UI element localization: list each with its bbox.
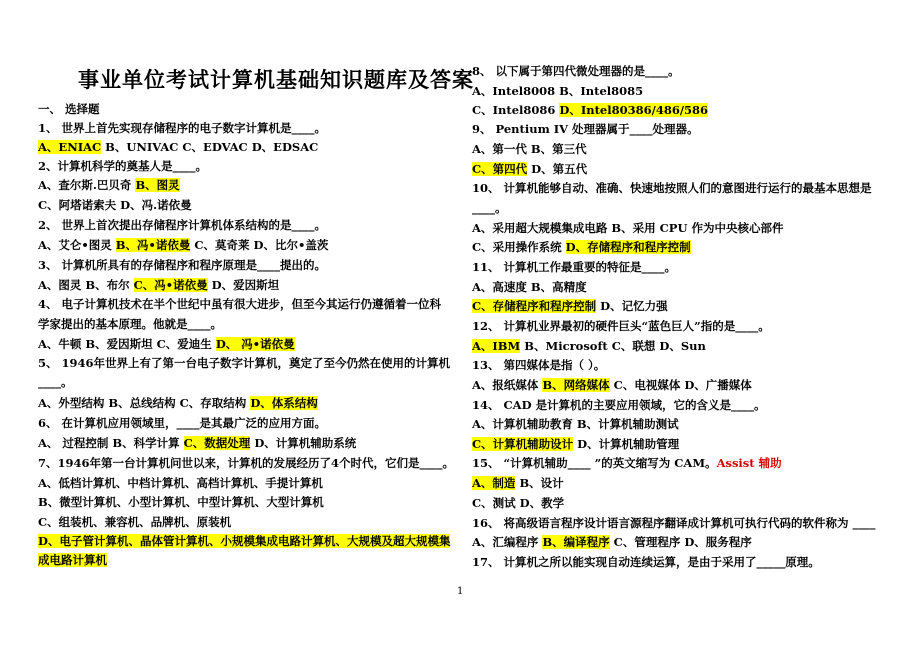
highlighted-answer: D、存储程序和程序控制 — [565, 240, 691, 254]
text-segment: A、高速度 B、高精度 — [472, 280, 587, 294]
highlighted-answer: B、网络媒体 — [542, 378, 610, 392]
text-line — [38, 278, 279, 293]
text-line — [472, 103, 708, 118]
highlighted-answer: C、数据处理 — [183, 436, 251, 450]
text-line — [38, 337, 295, 352]
text-line — [38, 159, 207, 174]
text-segment: A、报纸媒体 — [472, 378, 543, 392]
highlighted-answer: A、IBM — [472, 339, 521, 353]
text-segment: 学家提出的基本原理。他就是____。 — [38, 317, 222, 331]
text-line — [38, 476, 323, 491]
highlighted-answer: D、 冯•诺依曼 — [215, 337, 295, 351]
text-line — [38, 218, 326, 233]
text-line — [38, 495, 324, 510]
text-segment: C、管理程序 D、服务程序 — [609, 535, 752, 549]
text-line — [472, 280, 587, 295]
text-segment: 14、 CAD 是计算机的主要应用领域，它的含义是____。 — [472, 398, 766, 412]
text-line — [38, 396, 318, 411]
text-line — [38, 534, 450, 549]
text-segment: C、电视媒体 D、广播媒体 — [609, 378, 752, 392]
highlighted-answer: B、冯•诺依曼 — [115, 238, 191, 252]
text-line — [472, 456, 782, 471]
highlighted-answer: A、ENIAC — [38, 140, 102, 154]
text-line — [472, 84, 643, 99]
text-line — [472, 201, 507, 216]
text-line — [472, 319, 770, 334]
text-line — [472, 437, 679, 452]
text-line — [472, 535, 752, 550]
text-line — [38, 198, 192, 213]
text-segment: 15、 “计算机辅助____ ”的英文缩写为 CAM。 — [472, 456, 717, 470]
text-line — [38, 375, 73, 390]
text-line — [38, 416, 326, 431]
highlighted-answer: C、计算机辅助设计 — [472, 437, 574, 451]
text-segment: 8、 以下属于第四代微处理器的是____。 — [472, 64, 680, 78]
text-segment: A、 过程控制 B、科学计算 — [38, 436, 184, 450]
highlighted-answer: D、电子管计算机、晶体管计算机、小规模集成电路计算机、大规模及超大规模集 — [38, 534, 451, 548]
text-segment: 13、 第四媒体是指（ ）。 — [472, 358, 606, 372]
text-segment: D、计算机辅助管理 — [573, 437, 680, 451]
text-line — [38, 238, 328, 253]
text-segment: C、组装机、兼容机、品牌机、原装机 — [38, 515, 232, 529]
text-segment: 7、1946年第一台计算机问世以来，计算机的发展经历了4个时代，它们是____。 — [38, 456, 455, 470]
highlighted-answer: C、第四代 — [472, 162, 528, 176]
text-segment: 16、 将高级语言程序设计语言源程序翻译成计算机可执行代码的软件称为 ____ — [472, 516, 876, 530]
text-segment: A、艾仑•图灵 — [38, 238, 116, 252]
text-line — [472, 181, 872, 196]
text-line — [472, 64, 680, 79]
text-segment: 12、 计算机业界最初的硬件巨头“蓝色巨人”指的是____。 — [472, 319, 770, 333]
text-segment: C、采用操作系统 — [472, 240, 566, 254]
highlighted-answer: A、制造 — [472, 476, 516, 490]
text-segment: A、Intel8008 B、Intel8085 — [472, 84, 644, 98]
text-line — [472, 417, 679, 432]
text-line — [38, 456, 454, 471]
text-segment: A、第一代 B、第三代 — [472, 142, 587, 156]
text-segment: A、图灵 B、布尔 — [38, 278, 134, 292]
text-line — [472, 339, 706, 354]
text-segment: C、Intel8086 — [472, 103, 560, 117]
text-segment: A、查尔斯.巴贝奇 — [38, 178, 136, 192]
highlighted-answer: C、存储程序和程序控制 — [472, 299, 597, 313]
text-segment: D、第五代 — [527, 162, 588, 176]
text-segment: 6、 在计算机应用领域里，____是其最广泛的应用方面。 — [38, 416, 327, 430]
text-line — [472, 516, 876, 531]
highlighted-answer: B、编译程序 — [542, 535, 610, 549]
text-line — [38, 140, 318, 155]
highlighted-answer: B、图灵 — [135, 178, 180, 192]
text-segment: B、Microsoft C、联想 D、Sun — [520, 339, 706, 353]
text-segment: 3、 计算机所具有的存储程序和程序原理是____提出的。 — [38, 258, 327, 272]
text-segment: C、莫奇莱 D、比尔•盖茨 — [190, 238, 329, 252]
text-line — [472, 476, 564, 491]
text-line — [472, 240, 691, 255]
text-segment: A、低档计算机、中档计算机、高档计算机、手提计算机 — [38, 476, 323, 490]
text-segment: A、牛顿 B、爱因斯坦 C、爱迪生 — [38, 337, 216, 351]
text-segment: 5、 1946年世界上有了第一台电子数字计算机，奠定了至今仍然在使用的计算机 — [38, 356, 451, 370]
text-line — [38, 317, 222, 332]
text-line — [472, 299, 668, 314]
text-line — [38, 178, 180, 193]
text-line — [472, 221, 783, 236]
highlighted-answer: C、冯•诺依曼 — [133, 278, 208, 292]
text-segment: 一、 选择题 — [38, 102, 100, 116]
text-segment: C、测试 D、教学 — [472, 496, 565, 510]
text-segment: B、UNIVAC C、EDVAC D、EDSAC — [101, 140, 319, 154]
text-segment: 11、 计算机工作最重要的特征是____。 — [472, 260, 677, 274]
text-line — [38, 102, 100, 117]
text-line — [38, 515, 231, 530]
highlighted-answer: D、体系结构 — [250, 396, 318, 410]
text-segment: 4、 电子计算机技术在半个世纪中虽有很大进步，但至今其运行仍遵循着一位科 — [38, 297, 442, 311]
highlighted-answer: D、Intel80386/486/586 — [559, 103, 709, 117]
red-annotation: Assist 辅助 — [716, 456, 782, 470]
text-segment: 10、 计算机能够自动、准确、快速地按照人们的意图进行运行的最基本思想是 — [472, 181, 872, 195]
text-segment: ____。 — [472, 201, 507, 215]
text-line — [472, 398, 766, 413]
text-line — [472, 358, 605, 373]
page-title: 事业单位考试计算机基础知识题库及答案 — [78, 68, 474, 92]
text-segment: B、设计 — [515, 476, 564, 490]
text-segment: 1、 世界上首先实现存储程序的电子数字计算机是____。 — [38, 121, 327, 135]
text-line — [38, 258, 326, 273]
text-line — [472, 555, 820, 570]
text-segment: ____。 — [38, 375, 73, 389]
text-segment: 2、计算机科学的奠基人是____。 — [38, 159, 208, 173]
text-segment: A、采用超大规模集成电路 B、采用 CPU 作为中央核心部件 — [472, 221, 784, 235]
text-segment: A、外型结构 B、总线结构 C、存取结构 — [38, 396, 251, 410]
text-line — [38, 356, 450, 371]
text-segment: 2、 世界上首次提出存储程序计算机体系结构的是____。 — [38, 218, 327, 232]
text-line — [38, 121, 326, 136]
text-line — [38, 297, 441, 312]
text-line — [472, 260, 676, 275]
page-number: 1 — [457, 586, 464, 597]
text-segment: 17、 计算机之所以能实现自动连续运算，是由于采用了_____原理。 — [472, 555, 820, 569]
text-line — [472, 162, 587, 177]
text-segment: 9、 Pentium IV 处理器属于____处理器。 — [472, 122, 699, 136]
text-line — [38, 553, 107, 568]
text-segment: B、微型计算机、小型计算机、中型计算机、大型计算机 — [38, 495, 324, 509]
text-segment: A、汇编程序 — [472, 535, 543, 549]
text-line — [472, 378, 752, 393]
text-segment: C、阿塔诺索夫 D、冯.诺依曼 — [38, 198, 192, 212]
text-line — [472, 496, 564, 511]
text-line — [472, 122, 699, 137]
text-segment: D、爱因斯坦 — [207, 278, 280, 292]
highlighted-answer: 成电路计算机 — [38, 553, 107, 567]
text-segment: D、计算机辅助系统 — [250, 436, 357, 450]
text-segment: A、计算机辅助教育 B、计算机辅助测试 — [472, 417, 679, 431]
text-line — [38, 436, 356, 451]
text-line — [472, 142, 587, 157]
text-segment: D、记忆力强 — [596, 299, 668, 313]
